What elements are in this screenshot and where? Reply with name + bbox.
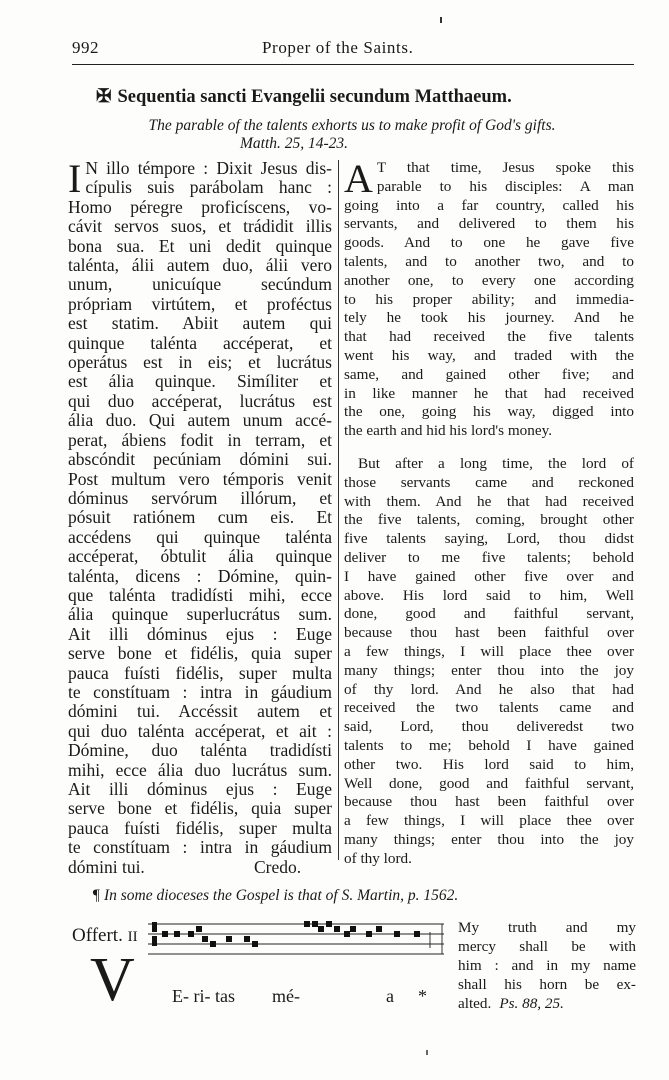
english-line: Well done, good and faithful servant, bbox=[344, 774, 634, 792]
latin-line: te constítuam : intra in gáudium bbox=[68, 837, 332, 858]
latin-line: est statim. Abiit autem qui bbox=[68, 313, 332, 334]
english-line: those servants came and reckoned bbox=[344, 473, 634, 491]
neume bbox=[202, 936, 208, 942]
latin-column bbox=[68, 156, 332, 877]
neume bbox=[196, 926, 202, 932]
latin-line: Homo péregre proficíscens, vo- bbox=[68, 196, 332, 217]
english-line: a few things, I will place thee over bbox=[344, 642, 634, 660]
offertory-label bbox=[72, 925, 138, 947]
neume bbox=[304, 921, 310, 927]
offertory-text-line: alted. Ps. 88, 25. bbox=[458, 995, 564, 1012]
cross-icon: ✠ bbox=[96, 87, 112, 107]
english-line: above. His lord said to him, Well bbox=[344, 586, 634, 604]
latin-line: pauca fuísti fidélis, super multa bbox=[68, 662, 332, 683]
english-line: deliver to me five talents; behold bbox=[344, 548, 634, 566]
latin-drop-cap: I bbox=[68, 156, 82, 201]
latin-line: quinque talénta accéperat, et bbox=[68, 332, 332, 353]
english-line: many things; enter thou into the joy bbox=[344, 661, 634, 679]
latin-line: mihi, ecce ália duo lucrátus sum. bbox=[68, 759, 332, 780]
english-line: the earth and hid his lord's money. bbox=[344, 422, 553, 440]
rubric-line-2: Matth. 25, 14-23. bbox=[240, 135, 349, 152]
latin-line: Ait illi dóminus ejus : Euge bbox=[68, 779, 332, 799]
english-line: I have gained other five over and bbox=[344, 567, 634, 585]
offertory-text-line: him : and in my name bbox=[458, 957, 636, 974]
english-line: because thou hast been faithful over bbox=[344, 793, 634, 811]
neume bbox=[350, 926, 356, 932]
latin-line: serve bone et fidélis, quia super bbox=[68, 798, 332, 819]
english-line: of thy lord. bbox=[344, 849, 412, 867]
paragraph-gap bbox=[344, 441, 634, 455]
offertory-initial: V bbox=[90, 946, 135, 1014]
english-line: done, good and faithful servant, bbox=[344, 605, 634, 623]
neume bbox=[344, 931, 350, 937]
latin-line: perat, ábiens fodit in terram, et bbox=[68, 429, 332, 450]
offertory-text-line: My truth and my bbox=[458, 919, 636, 936]
english-line: to his proper ability; and immedia- bbox=[344, 290, 634, 308]
latin-line: ália quinque superlucrátus sum. bbox=[68, 604, 332, 625]
english-line: going into a far country, called his bbox=[344, 196, 634, 214]
latin-line: Dómine, duo talénta tradidísti bbox=[68, 740, 332, 761]
english-line: that had received the five talents bbox=[344, 328, 634, 346]
english-line: T that time, Jesus spoke this bbox=[376, 159, 634, 176]
neume bbox=[252, 941, 258, 947]
english-drop-cap: A bbox=[344, 156, 373, 201]
syllable: a bbox=[386, 986, 394, 1006]
rubric-note-text: In some dioceses the Gospel is that of S. Martin, p. 1562. bbox=[103, 887, 459, 904]
neume bbox=[226, 936, 232, 942]
gospel-heading-text: Sequentia sancti Evangelii secundum Matthaeum. bbox=[117, 87, 512, 107]
latin-last-line-text: dómini tui. bbox=[68, 856, 145, 877]
english-line: because thou hast been faithful over bbox=[344, 624, 634, 642]
clef-icon bbox=[152, 922, 157, 932]
offertory-reference: Ps. 88, 25. bbox=[499, 995, 564, 1012]
latin-line: te constítuam : intra in gáudium bbox=[68, 681, 332, 702]
credo-marker: Credo. bbox=[254, 856, 302, 877]
offertory-mode: II bbox=[127, 929, 138, 945]
english-line: in like manner he that had received bbox=[344, 384, 634, 402]
neume bbox=[244, 936, 250, 942]
offertory-text-line: mercy shall be with bbox=[458, 938, 636, 955]
gospel-heading bbox=[96, 86, 616, 108]
english-line: same, and gained other five; and bbox=[344, 365, 634, 383]
syllable: * bbox=[418, 986, 427, 1006]
latin-line: talénta, álii autem duo, álii vero bbox=[68, 255, 332, 276]
latin-line: est ália quinque. Simíliter et bbox=[68, 371, 332, 392]
english-line: parable to his disciples: A man bbox=[376, 177, 634, 195]
latin-line: N illo témpore : Dixit Jesus dis- bbox=[85, 158, 332, 178]
rubric-line-1: The parable of the talents exhorts us to make profit of God's gifts. bbox=[148, 117, 556, 134]
rubric-note bbox=[92, 887, 632, 905]
english-line: servants, and delivered to them his bbox=[344, 215, 634, 233]
english-line: a few things, I will place thee over bbox=[344, 812, 634, 830]
english-line: another one, to every one according bbox=[344, 271, 634, 289]
latin-line: qui duo talénta accéperat, et ait : bbox=[68, 720, 332, 741]
chant-staff bbox=[148, 918, 448, 968]
english-line: talents to me; behold I have gained bbox=[344, 736, 634, 754]
neume bbox=[210, 941, 216, 947]
latin-last-line bbox=[68, 858, 332, 877]
english-line: the one, going his way, digged into bbox=[344, 403, 634, 421]
latin-line: cípulis suis parábolam hanc : bbox=[85, 177, 332, 198]
latin-line: pósuit ratiónem cum eis. Et bbox=[68, 507, 332, 528]
english-line: of thy lord. And he also that had bbox=[344, 680, 634, 698]
latin-line: accéperat, óbtulit ália quinque bbox=[68, 546, 332, 567]
english-line: five talents saying, Lord, thou didst bbox=[344, 530, 634, 548]
latin-line: dómini tui. Accéssit autem et bbox=[68, 701, 332, 722]
english-line: tely he took his journey. And he bbox=[344, 309, 634, 327]
latin-line: accédens qui quinque talénta bbox=[68, 526, 332, 547]
pilcrow-icon: ¶ bbox=[92, 887, 101, 904]
english-column bbox=[344, 156, 634, 868]
latin-line: cávit servos suos, et trádidit illis bbox=[68, 216, 332, 237]
latin-line: Post multum vero témporis venit bbox=[68, 468, 332, 489]
neume bbox=[394, 931, 400, 937]
english-line: went his way, and traded with the bbox=[344, 346, 634, 364]
neume bbox=[326, 921, 332, 927]
english-line: But after a long time, the lord of bbox=[358, 454, 634, 472]
offertory-text-line: shall his horn be ex- bbox=[458, 976, 636, 993]
latin-line: pauca fuísti fidélis, super multa bbox=[68, 817, 332, 838]
syllable: E- ri- tas bbox=[172, 986, 235, 1006]
latin-line: bona sua. Et uni dedit quinque bbox=[68, 235, 332, 256]
latin-line: que talénta tradidísti mihi, ecce bbox=[68, 584, 332, 605]
english-line: goods. And to one he gave five bbox=[344, 234, 634, 252]
english-line: said, Lord, thou deliveredst two bbox=[344, 718, 634, 736]
neume bbox=[414, 931, 420, 937]
english-line: many things; enter thou into the joy bbox=[344, 830, 634, 848]
column-divider bbox=[338, 160, 339, 860]
neume bbox=[318, 926, 324, 932]
latin-line: dóminus servórum illórum, et bbox=[68, 487, 332, 508]
neume bbox=[312, 921, 318, 927]
margin-tick-bottom bbox=[426, 1050, 428, 1055]
latin-line: ália duo. Qui autem unum accé- bbox=[68, 410, 332, 431]
neume bbox=[334, 926, 340, 932]
english-line: other two. His lord said to him, bbox=[344, 755, 634, 773]
clef-icon-lower bbox=[152, 936, 157, 946]
latin-line: unum, unicuíque secúndum bbox=[68, 274, 332, 295]
english-line: received the two talents came and bbox=[344, 699, 634, 717]
latin-line: qui duo accéperat, lucrátus est bbox=[68, 390, 332, 411]
latin-line: Ait illi dóminus ejus : Euge bbox=[68, 623, 332, 644]
neume bbox=[174, 931, 180, 937]
page-number: 992 bbox=[72, 38, 99, 57]
english-line: with them. And he that had received bbox=[344, 492, 634, 510]
latin-line: abscóndit pecúniam dómini sui. bbox=[68, 449, 332, 470]
english-line: talents, and to another two, and to bbox=[344, 252, 634, 270]
header-rule bbox=[72, 64, 634, 65]
neume bbox=[376, 926, 382, 932]
latin-line: operátus est in eis; et lucrátus bbox=[68, 352, 332, 373]
neume bbox=[188, 931, 194, 937]
offertory-label-text: Offert. bbox=[72, 925, 123, 946]
latin-line: própriam virtútem, et proféctus bbox=[68, 293, 332, 314]
syllable: mé- bbox=[272, 986, 300, 1006]
latin-line: talénta, dicens : Dómine, quin- bbox=[68, 565, 332, 586]
running-title: Proper of the Saints. bbox=[262, 38, 414, 57]
margin-tick bbox=[440, 17, 442, 23]
offertory-translation bbox=[458, 918, 636, 1013]
latin-line: serve bone et fidélis, quia super bbox=[68, 643, 332, 664]
neume bbox=[162, 931, 168, 937]
neume bbox=[366, 931, 372, 937]
page-header bbox=[72, 38, 632, 62]
english-line: the five talents, coming, brought other bbox=[344, 511, 634, 529]
